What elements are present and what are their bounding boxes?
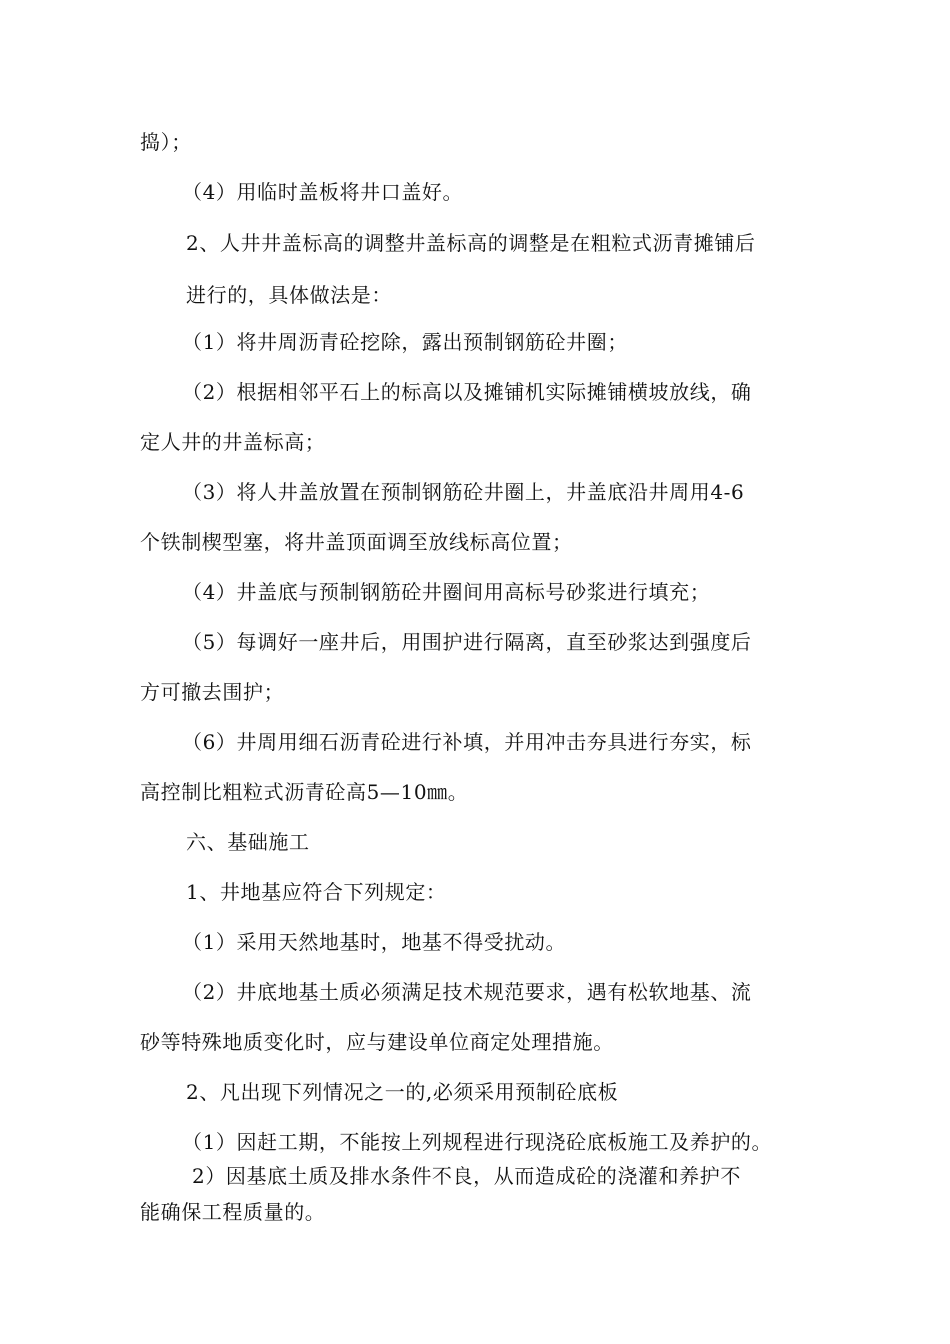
text-line: （1）因赶工期，不能按上列规程进行现浇砼底板施工及养护的。 bbox=[182, 1130, 773, 1154]
text-line: 捣）； bbox=[140, 130, 192, 154]
text-line: （2）根据相邻平石上的标高以及摊铺机实际摊铺横坡放线，确 bbox=[182, 380, 752, 404]
text-line: 2、凡出现下列情况之一的,必须采用预制砼底板 bbox=[186, 1080, 619, 1104]
section-heading: 六、基础施工 bbox=[186, 830, 310, 854]
text-line: 方可撤去围护； bbox=[140, 680, 285, 704]
text-line: （1）采用天然地基时，地基不得受扰动。 bbox=[182, 930, 567, 954]
text-line: 定人井的井盖标高； bbox=[140, 430, 326, 454]
text-line: 个铁制楔型塞，将井盖顶面调至放线标高位置； bbox=[140, 530, 573, 554]
text-line: 砂等特殊地质变化时，应与建设单位商定处理措施。 bbox=[140, 1030, 614, 1054]
text-line: 能确保工程质量的。 bbox=[140, 1200, 326, 1224]
text-line: 2）因基底土质及排水条件不良，从而造成砼的浇灌和养护不 bbox=[192, 1164, 741, 1188]
text-line: （6）井周用细石沥青砼进行补填，并用冲击夯具进行夯实，标 bbox=[182, 730, 752, 754]
text-line: 高控制比粗粒式沥青砼高5—10㎜。 bbox=[140, 780, 469, 804]
text-line: 1、井地基应符合下列规定： bbox=[186, 880, 447, 904]
text-line: 2、人井井盖标高的调整井盖标高的调整是在粗粒式沥青摊铺后 bbox=[186, 231, 756, 255]
text-line: （2）井底地基土质必须满足技术规范要求，遇有松软地基、流 bbox=[182, 980, 752, 1004]
text-line: （4）井盖底与预制钢筋砼井圈间用高标号砂浆进行填充； bbox=[182, 580, 711, 604]
text-line: （1）将井周沥青砼挖除，露出预制钢筋砼井圈； bbox=[182, 330, 628, 354]
text-line: （3）将人井盖放置在预制钢筋砼井圈上，井盖底沿井周用4-6 bbox=[182, 480, 745, 504]
text-line: （4）用临时盖板将井口盖好。 bbox=[182, 180, 464, 204]
text-line: （5）每调好一座井后，用围护进行隔离，直至砂浆达到强度后 bbox=[182, 630, 752, 654]
text-line: 进行的，具体做法是： bbox=[186, 283, 392, 307]
